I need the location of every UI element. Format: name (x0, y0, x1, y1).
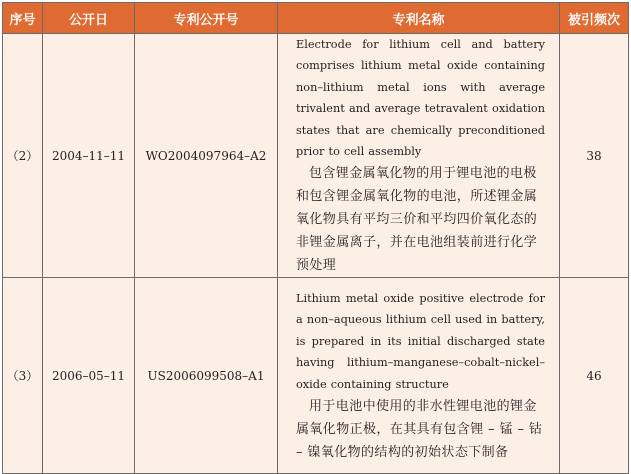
header-title: 专利名称 (278, 3, 560, 34)
title-chinese: 包含锂金属氧化物的用于锂电池的电极和包含锂金属氧化物的电池，所述锂金属氧化物具有平均三价和平均四价氧化态的非锂金属离子，并在电池组装前进行化学预处理 (296, 166, 538, 274)
row-citations: 38 (560, 34, 629, 278)
row-citations: 46 (560, 278, 629, 474)
table-row (3, 34, 629, 278)
header-date: 公开日 (43, 3, 135, 34)
row-title (278, 278, 560, 474)
title-chinese: 用于电池中使用的非水性锂电池的锂金属氧化物正极，在其具有包含锂 – 锰 – 钴 – 镍氧化物的结构的初始状态下制备 (296, 398, 543, 460)
row-index: （2） (3, 34, 43, 278)
table-row (3, 278, 629, 474)
row-number: WO2004097964–A2 (135, 34, 278, 278)
patent-table (2, 2, 629, 474)
row-date: 2006–05–11 (43, 278, 135, 474)
row-index: （3） (3, 278, 43, 474)
header-citations: 被引频次 (560, 3, 629, 34)
header-number: 专利公开号 (135, 3, 278, 34)
header-index: 序号 (3, 3, 43, 34)
row-title (278, 34, 560, 278)
row-number: US2006099508–A1 (135, 278, 278, 474)
header-row (3, 3, 629, 34)
row-date: 2004–11–11 (43, 34, 135, 278)
title-english: Electrode for lithium cell and battery comprises lithium metal oxide containing non–lithium metal ions with average trivalent and average tetravalent oxidation states that are chemically preconditioned prior to cell assembly (296, 38, 545, 159)
title-english: Lithium metal oxide positive electrode for a non–aqueous lithium cell used in battery, is prepared in its initial discharged state having lithium–manganese–cobalt–nickel–oxide containing structure (296, 291, 545, 391)
